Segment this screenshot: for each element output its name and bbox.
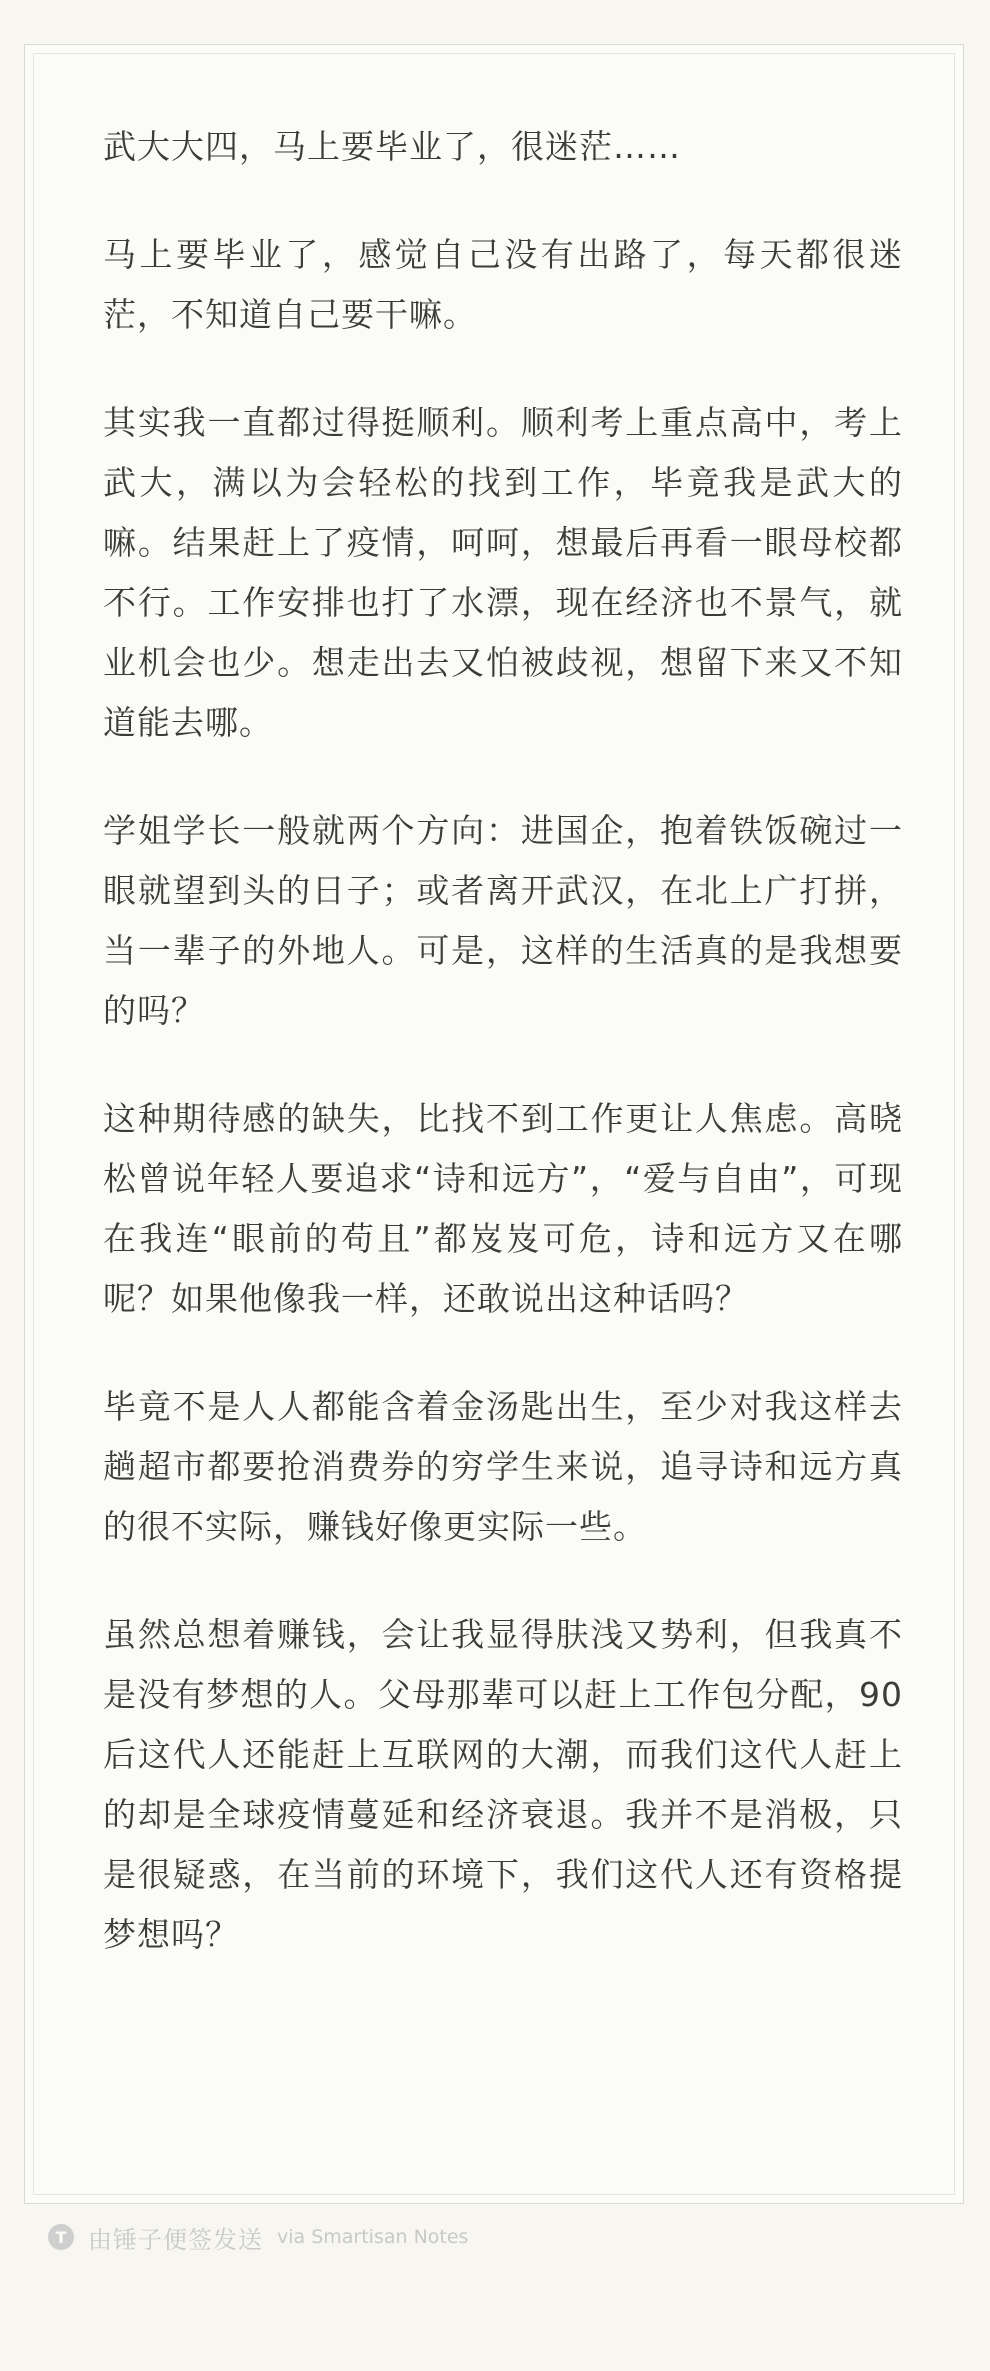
footer-via-text: via Smartisan Notes [277, 2226, 469, 2248]
note-body [103, 117, 903, 2013]
paragraph-7: 虽然总想着赚钱，会让我显得肤浅又势利，但我真不是没有梦想的人。父母那辈可以赶上工作包分配，90 后这代人还能赶上互联网的大潮，而我们这代人赶上的却是全球疫情蔓延和经济衰退。我并不是消极，只是很疑惑，在当前的环境下，我们这代人还有资格提梦想吗？ [103, 1615, 903, 1954]
note-footer [48, 2220, 468, 2254]
paragraph-3: 其实我一直都过得挺顺利。顺利考上重点高中，考上武大，满以为会轻松的找到工作，毕竟我是武大的嘛。结果赶上了疫情，呵呵，想最后再看一眼母校都不行。工作安排也打了水漂，现在经济也不景气，就业机会也少。想走出去又怕被歧视，想留下来又不知道能去哪。 [103, 403, 903, 742]
paragraph-1: 武大大四，马上要毕业了，很迷茫…… [103, 127, 681, 166]
paragraph-6: 毕竟不是人人都能含着金汤匙出生，至少对我这样去趟超市都要抢消费券的穷学生来说，追寻诗和远方真的很不实际，赚钱好像更实际一些。 [103, 1387, 903, 1546]
smartisan-t-icon: T [48, 2224, 74, 2250]
note-card [24, 44, 964, 2204]
paragraph-2: 马上要毕业了，感觉自己没有出路了，每天都很迷茫，不知道自己要干嘛。 [103, 235, 903, 334]
paragraph-5: 这种期待感的缺失，比找不到工作更让人焦虑。高晓松曾说年轻人要追求“诗和远方”，“爱与自由”，可现在我连“眼前的苟且”都岌岌可危，诗和远方又在哪呢？如果他像我一样，还敢说出这种话吗？ [103, 1099, 903, 1318]
footer-sent-by-text: 由锤子便签发送 [88, 2225, 263, 2254]
paragraph-4: 学姐学长一般就两个方向：进国企，抱着铁饭碗过一眼就望到头的日子；或者离开武汉，在北上广打拼，当一辈子的外地人。可是，这样的生活真的是我想要的吗？ [103, 811, 903, 1030]
